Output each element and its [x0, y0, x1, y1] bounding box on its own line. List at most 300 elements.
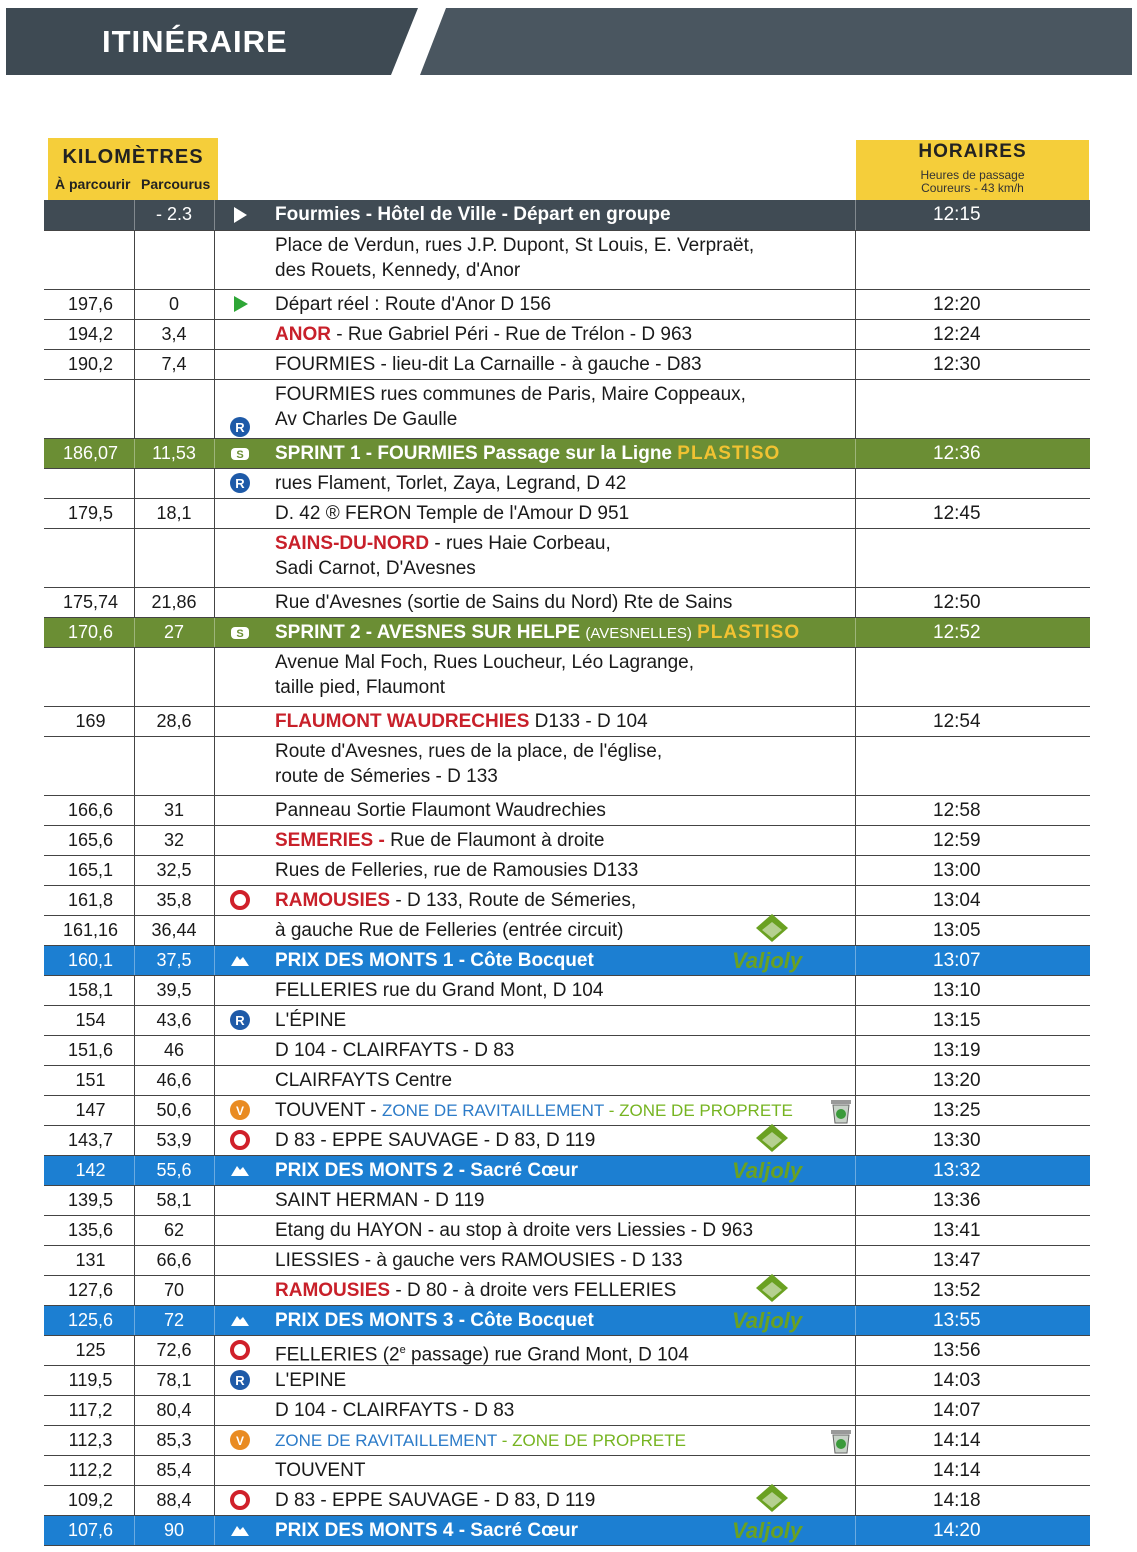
icon-cell	[214, 1276, 270, 1305]
valjoly-logo	[724, 1122, 814, 1192]
svg-text:S: S	[236, 449, 244, 461]
column-separator	[134, 1276, 135, 1305]
km-done-cell	[134, 1246, 214, 1275]
description-text-after: passage) rue Grand Mont, D 104	[405, 1344, 689, 1366]
km-done-cell	[134, 1516, 214, 1545]
km-done-cell	[134, 1276, 214, 1305]
description-text: FELLERIES (2	[275, 1344, 400, 1366]
km-done-cell	[134, 976, 214, 1005]
time-cell	[855, 1306, 1090, 1335]
itinerary-row	[44, 469, 1090, 499]
km-done-cell	[134, 499, 214, 528]
column-separator	[214, 1456, 215, 1485]
hours-subtitle-1: Heures de passage	[920, 168, 1025, 182]
km-remaining: 125	[75, 1340, 106, 1360]
description-text: FOURMIES - lieu-dit La Carnaille - à gauche - D83	[275, 354, 702, 375]
supply-zone: ZONE DE RAVITAILLEMENT	[275, 1431, 497, 1450]
column-separator	[214, 1486, 215, 1515]
time-cell	[855, 1276, 1090, 1305]
km-remaining-cell	[47, 1276, 134, 1305]
description-text: PRIX DES MONTS 4 - Sacré Cœur	[275, 1520, 579, 1541]
column-separator	[134, 529, 135, 587]
km-done-cell	[134, 796, 214, 825]
itinerary-row	[44, 886, 1090, 916]
icon-cell	[214, 350, 270, 379]
description-cell	[270, 1066, 855, 1095]
time-cell	[855, 231, 1090, 289]
time-cell	[855, 976, 1090, 1005]
column-separator	[855, 320, 856, 349]
description-cell	[270, 618, 855, 647]
km-remaining-cell	[47, 648, 134, 706]
itinerary-row	[44, 1216, 1090, 1246]
pass-time: 12:20	[933, 294, 981, 315]
icon-cell	[214, 231, 270, 289]
km-done: 31	[163, 800, 185, 820]
time-cell	[855, 380, 1090, 438]
description-text: TOUVENT	[275, 1460, 366, 1481]
column-separator	[855, 1516, 856, 1545]
km-remaining: 186,07	[62, 443, 119, 463]
km-remaining-cell	[47, 886, 134, 915]
icon-cell	[214, 826, 270, 855]
column-separator	[134, 1366, 135, 1395]
circuit-icon	[229, 889, 251, 911]
column-separator	[855, 1306, 856, 1335]
icon-cell	[214, 469, 270, 498]
description-cell	[270, 1396, 855, 1425]
column-separator	[134, 826, 135, 855]
description-text: FOURMIES rues communes de Paris, Maire Coppeaux,	[275, 384, 746, 405]
time-cell	[855, 1186, 1090, 1215]
town-name: SAINS-DU-NORD	[275, 533, 430, 554]
column-separator	[214, 976, 215, 1005]
km-remaining: 139,5	[67, 1190, 114, 1210]
description	[275, 1008, 346, 1033]
icon-cell	[214, 1036, 270, 1065]
itinerary-row	[44, 231, 1090, 290]
title-banner	[6, 8, 1132, 75]
description	[275, 1278, 676, 1303]
description-cell	[270, 469, 855, 498]
description-cell	[270, 1006, 855, 1035]
itinerary-row	[44, 1516, 1090, 1546]
km-remaining: 112,2	[68, 1460, 113, 1480]
km-done-cell	[134, 737, 214, 795]
pass-time: 13:36	[933, 1190, 981, 1211]
column-separator	[134, 1456, 135, 1485]
column-separator	[134, 1066, 135, 1095]
icon-cell	[214, 439, 270, 468]
column-separator	[134, 380, 135, 438]
description	[275, 888, 636, 913]
icon-cell	[214, 1306, 270, 1335]
description-text: D 83 - EPPE SAUVAGE - D 83, D 119	[275, 1130, 596, 1151]
itinerary-row	[44, 946, 1090, 976]
time-cell	[855, 796, 1090, 825]
roundabout-icon	[229, 1009, 251, 1031]
km-remaining: 147	[75, 1100, 106, 1120]
km-done: 32	[163, 830, 185, 850]
km-done-cell	[134, 826, 214, 855]
time-cell	[855, 1126, 1090, 1155]
time-cell	[855, 886, 1090, 915]
description	[275, 441, 780, 466]
icon-cell	[214, 1516, 270, 1545]
itinerary-row	[44, 1426, 1090, 1456]
itinerary-row	[44, 648, 1090, 707]
km-done-cell	[134, 350, 214, 379]
km-remaining: 161,16	[62, 920, 119, 940]
km-remaining: 151,6	[67, 1040, 114, 1060]
km-done: 35,8	[156, 890, 192, 910]
circuit-icon	[229, 1489, 251, 1511]
pass-time: 13:55	[933, 1310, 981, 1331]
pass-time: 13:05	[933, 920, 981, 941]
km-remaining-cell	[47, 707, 134, 736]
description-text: L'ÉPINE	[275, 1010, 347, 1031]
time-cell	[855, 1336, 1090, 1365]
km-remaining-cell	[47, 350, 134, 379]
km-done: 32,5	[156, 860, 192, 880]
km-remaining: 194,2	[67, 324, 114, 344]
km-remaining-cell	[47, 1516, 134, 1545]
time-cell	[855, 1426, 1090, 1455]
column-separator	[214, 1036, 215, 1065]
description	[275, 382, 746, 407]
description-text: Panneau Sortie Flaumont Waudrechies	[275, 800, 606, 821]
description	[275, 948, 594, 973]
valjoly-text: Valjoly	[732, 1158, 803, 1183]
column-separator	[855, 916, 856, 945]
description	[275, 501, 629, 526]
description	[275, 1518, 578, 1543]
km-done-cell	[134, 707, 214, 736]
time-cell	[855, 826, 1090, 855]
description-cell	[270, 380, 855, 438]
description	[275, 709, 648, 734]
svg-text:V: V	[235, 1434, 245, 1448]
icon-cell	[214, 1366, 270, 1395]
km-remaining-cell	[47, 1066, 134, 1095]
column-separator	[855, 976, 856, 1005]
leaf-icon	[752, 912, 792, 952]
description-cell	[270, 1096, 855, 1125]
svg-text:R: R	[235, 420, 245, 435]
clean-zone: ZONE DE PROPRETE	[512, 1431, 686, 1450]
icon-cell	[214, 1066, 270, 1095]
column-separator	[855, 1156, 856, 1185]
column-separator	[855, 1036, 856, 1065]
description	[275, 202, 671, 227]
circuit-icon	[229, 1129, 251, 1151]
hours-subtitle-2: Coureurs - 43 km/h	[921, 181, 1024, 195]
description-cell	[270, 1246, 855, 1275]
pass-time: 12:36	[933, 443, 981, 464]
time-cell	[855, 856, 1090, 885]
km-remaining-cell	[47, 1126, 134, 1155]
km-remaining: 169	[75, 711, 106, 731]
zone-separator: -	[497, 1431, 513, 1450]
km-done-cell	[134, 1006, 214, 1035]
column-separator	[855, 1186, 856, 1215]
column-separator	[134, 1246, 135, 1275]
icon-cell	[214, 916, 270, 945]
superscript: e	[399, 1344, 406, 1356]
pass-time: 13:15	[933, 1010, 981, 1031]
km-done: 36,44	[151, 920, 197, 940]
time-cell	[855, 588, 1090, 617]
km-remaining-cell	[47, 1456, 134, 1485]
km-done-cell	[134, 439, 214, 468]
column-separator	[214, 1096, 215, 1125]
column-separator	[134, 1006, 135, 1035]
column-separator	[134, 886, 135, 915]
column-separator	[134, 1216, 135, 1245]
roundabout-icon	[229, 472, 251, 494]
km-remaining-cell	[47, 588, 134, 617]
description-line-2: des Rouets, Kennedy, d'Anor	[275, 260, 521, 281]
km-done: 18,1	[156, 503, 192, 523]
km-remaining-cell	[47, 1396, 134, 1425]
pass-time: 12:59	[933, 830, 981, 851]
km-done: 72	[163, 1310, 185, 1330]
description	[275, 590, 732, 615]
icon-cell	[214, 1486, 270, 1515]
km-done: 37,5	[156, 950, 192, 970]
column-separator	[214, 1426, 215, 1455]
km-remaining-cell	[47, 499, 134, 528]
column-separator	[214, 707, 215, 736]
km-done: 11,53	[152, 443, 196, 463]
time-cell	[855, 439, 1090, 468]
column-separator	[134, 976, 135, 1005]
km-done-cell	[134, 1186, 214, 1215]
icon-cell	[214, 1246, 270, 1275]
km-done: 28,6	[156, 711, 192, 731]
column-separator	[134, 1126, 135, 1155]
column-separator	[134, 200, 135, 230]
description	[275, 471, 626, 496]
description-line-2: Av Charles De Gaulle	[275, 409, 458, 430]
description	[275, 1098, 793, 1123]
itinerary-row	[44, 320, 1090, 350]
km-done-cell	[134, 1396, 214, 1425]
km-remaining-cell	[47, 200, 134, 230]
km-done: 27	[163, 622, 185, 642]
column-separator	[855, 856, 856, 885]
km-remaining: 127,6	[67, 1280, 114, 1300]
description	[275, 650, 694, 675]
column-separator	[134, 618, 135, 647]
pass-time: 13:19	[933, 1040, 981, 1061]
km-done: 66,6	[156, 1250, 192, 1270]
svg-text:R: R	[235, 1013, 245, 1028]
plastiso-logo: PLASTISO	[677, 443, 781, 464]
description-text: Fourmies - Hôtel de Ville - Départ en groupe	[275, 204, 671, 225]
valjoly-text: Valjoly	[732, 1308, 803, 1333]
description-cell	[270, 648, 855, 706]
description-cell	[270, 737, 855, 795]
km-remaining-cell	[47, 1186, 134, 1215]
km-done: 72,6	[156, 1340, 192, 1360]
kilometres-title: KILOMÈTRES	[62, 146, 204, 168]
km-remaining: 154	[75, 1010, 106, 1030]
itinerary-row	[44, 1336, 1090, 1366]
time-cell	[855, 1456, 1090, 1485]
description	[275, 1488, 595, 1513]
column-separator	[214, 231, 215, 289]
column-separator	[855, 707, 856, 736]
description-cell	[270, 1456, 855, 1485]
km-done-cell	[134, 380, 214, 438]
km-done: - 2.3	[155, 204, 193, 224]
column-separator	[134, 588, 135, 617]
description-text: Rue de Flaumont à droite	[384, 830, 605, 851]
description-text: - D 80 - à droite vers FELLERIES	[390, 1280, 677, 1301]
column-separator	[134, 648, 135, 706]
mountain-icon	[229, 1520, 251, 1542]
description	[275, 1398, 514, 1423]
km-remaining-cell	[47, 737, 134, 795]
description	[275, 918, 624, 943]
km-remaining-cell	[47, 826, 134, 855]
column-separator	[855, 1276, 856, 1305]
description	[275, 978, 603, 1003]
itinerary-row	[44, 529, 1090, 588]
column-separator	[855, 439, 856, 468]
km-done: 55,6	[156, 1160, 192, 1180]
km-remaining-cell	[47, 529, 134, 587]
km-done-cell	[134, 856, 214, 885]
trash-bin-icon	[828, 1097, 854, 1124]
column-separator	[855, 1246, 856, 1275]
description	[275, 352, 702, 377]
pass-time: 14:20	[933, 1520, 981, 1541]
valjoly-logo	[724, 1482, 814, 1552]
column-separator	[855, 1426, 856, 1455]
column-separator	[214, 1246, 215, 1275]
column-separator	[214, 737, 215, 795]
pass-time: 14:03	[933, 1370, 981, 1391]
column-separator	[134, 1306, 135, 1335]
pass-time: 13:07	[933, 950, 981, 971]
km-done: 46	[163, 1040, 185, 1060]
description-text: rues Flament, Torlet, Zaya, Legrand, D 42	[275, 473, 627, 494]
column-separator	[134, 1426, 135, 1455]
column-separator	[855, 1366, 856, 1395]
description-cell	[270, 320, 855, 349]
remaining-label: À parcourir	[55, 176, 131, 192]
column-separator	[214, 946, 215, 975]
column-separator	[855, 796, 856, 825]
column-separator	[855, 1456, 856, 1485]
description-cell	[270, 796, 855, 825]
column-separator	[214, 200, 215, 230]
km-remaining-cell	[47, 1006, 134, 1035]
description-cell	[270, 1036, 855, 1065]
column-separator	[855, 737, 856, 795]
column-separator	[134, 1036, 135, 1065]
description-line-2: taille pied, Flaumont	[275, 677, 446, 698]
column-separator	[134, 320, 135, 349]
column-separator	[214, 290, 215, 319]
time-cell	[855, 1216, 1090, 1245]
supply-zone: ZONE DE RAVITAILLEMENT	[381, 1101, 604, 1120]
km-done: 7,4	[161, 354, 187, 374]
km-remaining-cell	[47, 469, 134, 498]
description-cell	[270, 529, 855, 587]
pass-time: 13:00	[933, 860, 981, 881]
description	[275, 1428, 686, 1453]
km-remaining: 119,5	[68, 1370, 113, 1390]
column-separator	[855, 529, 856, 587]
description-text: PRIX DES MONTS 1 - Côte Bocquet	[275, 950, 594, 971]
description	[275, 531, 611, 556]
km-remaining: 175,74	[62, 592, 119, 612]
valjoly-text: Valjoly	[732, 948, 803, 973]
icon-cell	[214, 618, 270, 647]
description-text: D133 - D 104	[529, 711, 648, 732]
column-separator	[134, 439, 135, 468]
km-remaining-cell	[47, 290, 134, 319]
km-done: 80,4	[156, 1400, 192, 1420]
column-separator	[134, 290, 135, 319]
km-done-cell	[134, 231, 214, 289]
description-text: Départ réel : Route d'Anor D 156	[275, 294, 552, 315]
description	[275, 1128, 595, 1153]
km-remaining: 170,6	[67, 622, 114, 642]
description-cell	[270, 290, 855, 319]
description-text: CLAIRFAYTS Centre	[275, 1070, 453, 1091]
leaf-icon	[752, 1272, 792, 1312]
circuit-icon	[229, 1339, 251, 1361]
icon-cell	[214, 200, 270, 230]
column-separator	[214, 529, 215, 587]
roundabout-icon	[229, 1369, 251, 1391]
description-text: - rues Haie Corbeau,	[429, 533, 611, 554]
description	[275, 739, 662, 764]
column-separator	[855, 231, 856, 289]
column-separator	[214, 618, 215, 647]
time-cell	[855, 946, 1090, 975]
leaf-icon	[752, 1122, 792, 1162]
column-separator	[214, 1306, 215, 1335]
description-cell	[270, 1426, 855, 1455]
icon-cell	[214, 946, 270, 975]
km-remaining-cell	[47, 320, 134, 349]
km-done-cell	[134, 648, 214, 706]
km-remaining-cell	[47, 618, 134, 647]
pass-time: 12:58	[933, 800, 981, 821]
pass-time: 12:52	[933, 622, 981, 643]
km-done: 58,1	[156, 1190, 192, 1210]
description-text: FELLERIES rue du Grand Mont, D 104	[275, 980, 604, 1001]
mountain-icon	[229, 950, 251, 972]
km-done: 85,4	[156, 1460, 192, 1480]
pass-time: 12:50	[933, 592, 981, 613]
icon-cell	[214, 529, 270, 587]
sprint-icon	[229, 622, 251, 644]
km-done-cell	[134, 1456, 214, 1485]
km-done: 62	[163, 1220, 185, 1240]
time-cell	[855, 290, 1090, 319]
column-separator	[214, 1396, 215, 1425]
icon-cell	[214, 1186, 270, 1215]
column-separator	[214, 856, 215, 885]
pass-time: 12:45	[933, 503, 981, 524]
km-done-cell	[134, 1426, 214, 1455]
